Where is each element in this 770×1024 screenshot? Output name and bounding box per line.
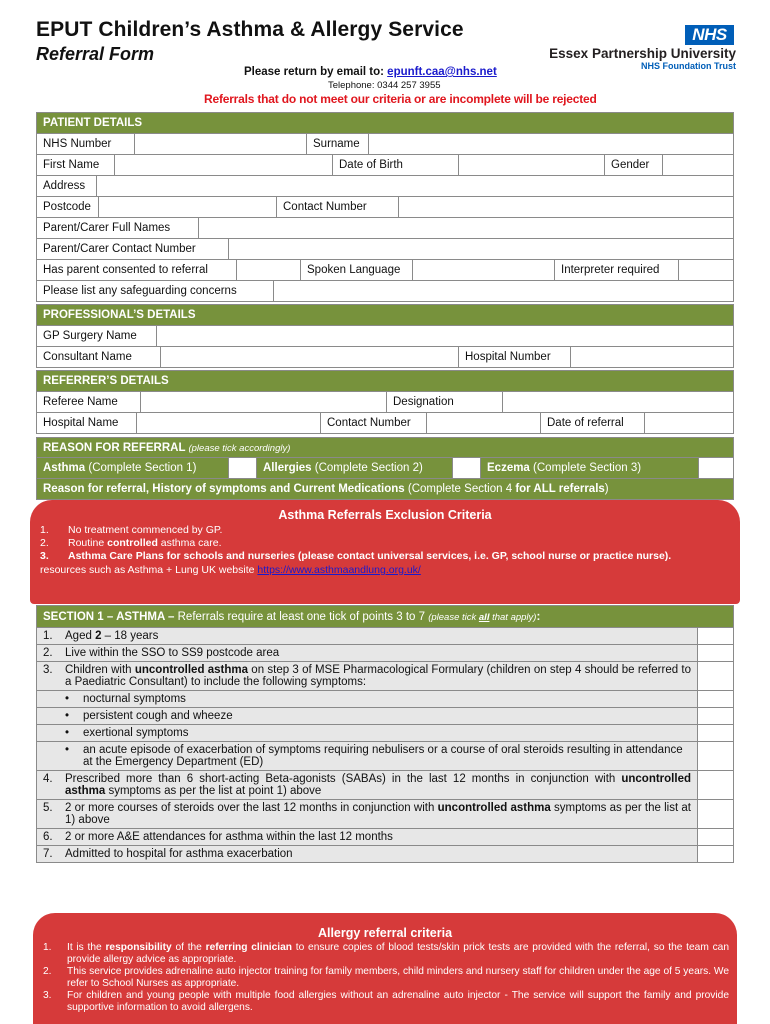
criteria-row [37, 800, 734, 829]
reason-heading-text: REASON FOR REFERRAL [43, 442, 186, 454]
organisation-trust: NHS Foundation Trust [641, 61, 736, 71]
criteria-row [37, 662, 734, 691]
exclusion-item-bold: controlled [107, 537, 158, 549]
criteria-bold: 2 [95, 630, 102, 642]
carer-names-field[interactable] [199, 218, 734, 239]
patient-row-safeguarding [36, 280, 734, 302]
section1-asthma-table [36, 605, 734, 863]
eczema-option-title: Eczema [487, 462, 530, 474]
return-prefix: Please return by email to: [244, 66, 384, 78]
criteria-pre: 2 or more courses of steroids over the last 12 months in conjunction with [65, 802, 438, 814]
criteria-pre: Prescribed more than 6 short-acting Beta-agonists (SABAs) in the last 12 months in conjunction with [65, 773, 622, 785]
referrer-row-hospital [36, 412, 734, 434]
criteria-2-tick[interactable] [698, 645, 734, 662]
exclusion-item-number: 1. [40, 524, 49, 536]
asthma-option-note: (Complete Section 1) [88, 462, 197, 474]
criteria-row [37, 645, 734, 662]
patient-details-heading: PATIENT DETAILS [37, 113, 734, 134]
criteria-5-tick[interactable] [698, 800, 734, 829]
gp-surgery-field[interactable] [157, 326, 734, 347]
referee-name-label: Referee Name [37, 392, 141, 413]
patient-row-postcode [36, 196, 734, 218]
telephone-number: Telephone: 0344 257 3955 [328, 80, 441, 91]
section1-heading [37, 606, 734, 628]
allergy-text-b: responsibility [105, 942, 172, 953]
organisation-name: Essex Partnership University [549, 46, 736, 61]
section1-heading-note-a: (please tick [428, 611, 479, 623]
criteria-number: 2. [43, 647, 53, 659]
symptom-text [37, 691, 698, 708]
criteria-content [65, 802, 691, 826]
consultant-label: Consultant Name [37, 347, 161, 368]
reason-row-options [36, 457, 734, 479]
criteria-pre: Aged [65, 630, 96, 642]
criteria-text [37, 662, 698, 691]
section1-heading-note-b: all [478, 611, 490, 623]
carer-contact-field[interactable] [229, 239, 734, 260]
referrer-details-table [36, 370, 734, 392]
criteria-text [37, 829, 698, 846]
allergy-item [43, 990, 729, 1014]
exclusion-item-number: 3. [40, 550, 49, 562]
symptom-content: an acute episode of exacerbation of symptoms requiring nebulisers or a course of oral steroids resulting in attendance at the Emergency Department (ED) [83, 744, 683, 768]
criteria-text [37, 628, 698, 645]
asthma-option-label [37, 458, 229, 479]
contact-number-label: Contact Number [277, 197, 399, 218]
symptom-row [37, 742, 734, 771]
criteria-number: 4. [43, 773, 53, 785]
criteria-post: symptoms as per the list at point 1) above [105, 785, 322, 797]
patient-row-nhs [36, 133, 734, 155]
patient-row-carer-contact [36, 238, 734, 260]
criteria-post: symptoms as per the list at 1) above [65, 802, 691, 826]
date-of-referral-field[interactable] [645, 413, 734, 434]
contact-number-field[interactable] [399, 197, 734, 218]
allergy-item-text: This service provides adrenaline auto injector training for family members, child minders and nursery staff for children under the age of 5 years. We refer to School Nurses as appropriate. [67, 966, 729, 989]
professional-details-heading: PROFESSIONAL’S DETAILS [37, 305, 734, 326]
criteria-content [65, 773, 691, 797]
criteria-3-tick[interactable] [698, 662, 734, 691]
exclusion-item [40, 524, 740, 537]
symptom-text [37, 742, 698, 771]
criteria-content: 2 or more A&E attendances for asthma within the last 12 months [65, 831, 393, 843]
date-of-referral-label: Date of referral [541, 413, 645, 434]
referrer-contact-field[interactable] [427, 413, 541, 434]
allergy-text-e: to ensure copies of blood tests/skin prick tests are provided with the referral, so the team can provide allergy advice as appropriate. [67, 942, 730, 965]
asthma-checkbox[interactable] [229, 458, 257, 479]
eczema-checkbox[interactable] [699, 458, 734, 479]
allergy-title: Allergy referral criteria [317, 926, 453, 940]
allergy-item-text: For children and young people with multiple food allergies without an adrenaline auto injector - The service will support the family and provide supportive information to avoid allergens. [67, 990, 729, 1013]
form-title: EPUT Children’s Asthma & Allergy Service [36, 18, 464, 41]
criteria-content: Live within the SSO to SS9 postcode area [65, 647, 280, 659]
hospital-name-label: Hospital Name [37, 413, 137, 434]
nhs-number-field[interactable] [135, 134, 307, 155]
allergy-item-number: 3. [43, 990, 52, 1001]
exclusion-item-number: 2. [40, 537, 49, 549]
interpreter-field[interactable] [679, 260, 734, 281]
reason-table [36, 437, 734, 459]
section1-heading-note-c: that apply) [489, 611, 537, 623]
allergies-checkbox[interactable] [453, 458, 481, 479]
exclusion-item-post: asthma care. [157, 537, 222, 549]
criteria-pre: Children with [65, 664, 135, 676]
section1-heading-colon: : [536, 610, 541, 623]
exclusion-item-pre: Routine [68, 537, 108, 549]
history-label [37, 479, 734, 500]
bullet-icon: • [65, 727, 70, 739]
allergy-item-number: 1. [43, 942, 52, 953]
gender-field[interactable] [663, 155, 734, 176]
criteria-bold: uncontrolled asthma [65, 773, 691, 797]
allergies-option-title: Allergies [263, 462, 312, 474]
referrer-details-heading: REFERRER’S DETAILS [37, 371, 734, 392]
designation-field[interactable] [503, 392, 734, 413]
asthma-lung-link[interactable]: https://www.asthmaandlung.org.uk/ [257, 564, 421, 576]
hospital-number-label: Hospital Number [459, 347, 571, 368]
symptom-content: exertional symptoms [83, 727, 189, 739]
criteria-number: 6. [43, 831, 53, 843]
referrer-row-name [36, 391, 734, 413]
symptom-text [37, 708, 698, 725]
symptom-1-tick[interactable] [698, 691, 734, 708]
exclusion-item [40, 550, 740, 563]
eczema-option-note: (Complete Section 3) [533, 462, 642, 474]
address-label: Address [37, 176, 97, 197]
history-note-close: ) [604, 483, 609, 495]
patient-row-consent [36, 259, 734, 281]
allergy-item [43, 942, 729, 966]
patient-row-name [36, 154, 734, 176]
criteria-text [37, 645, 698, 662]
history-title: Reason for referral, History of symptoms and Current Medications [43, 483, 405, 495]
bullet-icon: • [65, 710, 70, 722]
referrer-contact-label: Contact Number [321, 413, 427, 434]
criteria-content: Admitted to hospital for asthma exacerbation [65, 848, 293, 860]
exclusion-list [30, 522, 740, 563]
allergy-item-number: 2. [43, 966, 52, 977]
surname-label: Surname [307, 134, 369, 155]
criteria-row [37, 771, 734, 800]
safeguarding-label: Please list any safeguarding concerns [37, 281, 274, 302]
exclusion-item-text: No treatment commenced by GP. [68, 524, 223, 536]
criteria-post: on step 3 of MSE Pharmacological Formulary (children on step 4 should be referred to a Paediatric Consultant) to include the following symptoms: [65, 664, 691, 688]
criteria-7-tick[interactable] [698, 846, 734, 863]
language-field[interactable] [413, 260, 555, 281]
rejection-notice: Referrals that do not meet our criteria or are incomplete will be rejected [204, 92, 597, 106]
consultant-field[interactable] [161, 347, 459, 368]
exclusion-title: Asthma Referrals Exclusion Criteria [278, 508, 492, 522]
symptom-content: nocturnal symptoms [83, 693, 186, 705]
symptom-2-tick[interactable] [698, 708, 734, 725]
criteria-number: 1. [43, 630, 53, 642]
nhs-number-label: NHS Number [37, 134, 135, 155]
symptom-row [37, 725, 734, 742]
symptom-3-tick[interactable] [698, 725, 734, 742]
symptom-row [37, 708, 734, 725]
surname-field[interactable] [369, 134, 734, 155]
criteria-number: 7. [43, 848, 53, 860]
symptom-content: persistent cough and wheeze [83, 710, 233, 722]
professional-row-consultant [36, 346, 734, 368]
criteria-1-tick[interactable] [698, 628, 734, 645]
referee-name-field[interactable] [141, 392, 387, 413]
exclusion-item [40, 537, 740, 550]
patient-row-address [36, 175, 734, 197]
criteria-6-tick[interactable] [698, 829, 734, 846]
form-header [36, 18, 736, 108]
bullet-icon: • [65, 693, 70, 705]
criteria-content [65, 630, 691, 642]
bullet-icon: • [65, 744, 70, 756]
symptom-text [37, 725, 698, 742]
hospital-name-field[interactable] [137, 413, 321, 434]
criteria-text [37, 846, 698, 863]
patient-details-table [36, 112, 734, 134]
gp-surgery-label: GP Surgery Name [37, 326, 157, 347]
form-subtitle: Referral Form [36, 44, 155, 64]
allergies-option-label [257, 458, 453, 479]
nhs-logo: NHS [685, 25, 734, 45]
criteria-post: – 18 years [101, 630, 159, 642]
symptom-row [37, 691, 734, 708]
address-field[interactable] [97, 176, 734, 197]
allergy-referral-criteria [33, 913, 737, 1024]
dob-field[interactable] [459, 155, 605, 176]
exclusion-footer-text: resources such as Asthma + Lung UK website [40, 564, 255, 576]
allergy-item [43, 966, 729, 990]
patient-row-carer-names [36, 217, 734, 239]
return-email-link[interactable]: epunft.caa@nhs.net [387, 66, 497, 78]
criteria-content [65, 664, 691, 688]
return-instruction [244, 66, 497, 78]
consent-field[interactable] [237, 260, 301, 281]
carer-names-label: Parent/Carer Full Names [37, 218, 199, 239]
section1-heading-title: SECTION 1 – ASTHMA – [43, 610, 175, 623]
criteria-row [37, 829, 734, 846]
allergy-text-c: of the [171, 942, 206, 953]
professional-details-table [36, 304, 734, 326]
reason-heading-note: (please tick accordingly) [188, 443, 291, 454]
allergy-list [33, 940, 737, 1014]
exclusion-footer [30, 564, 740, 576]
first-name-label: First Name [37, 155, 115, 176]
gender-label: Gender [605, 155, 663, 176]
safeguarding-field[interactable] [274, 281, 734, 302]
criteria-row [37, 628, 734, 645]
postcode-field[interactable] [99, 197, 277, 218]
asthma-exclusion-criteria [30, 500, 740, 604]
exclusion-item-text: Asthma Care Plans for schools and nurseries (please contact universal services, i.e. GP, school nurse or practice nurse). [68, 550, 672, 562]
asthma-option-title: Asthma [43, 462, 86, 474]
criteria-number: 3. [43, 664, 53, 676]
language-label: Spoken Language [301, 260, 413, 281]
eczema-option-label [481, 458, 699, 479]
criteria-number: 5. [43, 802, 53, 814]
carer-contact-label: Parent/Carer Contact Number [37, 239, 229, 260]
dob-label: Date of Birth [333, 155, 459, 176]
criteria-text [37, 771, 698, 800]
allergy-text-d: referring clinician [205, 942, 293, 953]
allergy-text-a: It is the [67, 942, 106, 953]
hospital-number-field[interactable] [571, 347, 734, 368]
postcode-label: Postcode [37, 197, 99, 218]
consent-label: Has parent consented to referral [37, 260, 237, 281]
symptom-4-tick[interactable] [698, 742, 734, 771]
criteria-bold: uncontrolled asthma [134, 664, 249, 676]
professional-row-gp [36, 325, 734, 347]
criteria-row [37, 846, 734, 863]
reason-heading [37, 438, 734, 459]
section1-heading-rest: Referrals require at least one tick of points 3 to 7 [174, 610, 429, 623]
interpreter-label: Interpreter required [555, 260, 679, 281]
first-name-field[interactable] [115, 155, 333, 176]
history-note: (Complete Section 4 [407, 483, 513, 495]
allergy-item-text [67, 942, 729, 966]
criteria-bold: uncontrolled asthma [437, 802, 551, 814]
reason-row-history [36, 478, 734, 500]
criteria-4-tick[interactable] [698, 771, 734, 800]
allergies-option-note: (Complete Section 2) [314, 462, 423, 474]
designation-label: Designation [387, 392, 503, 413]
history-note-bold: for ALL referrals [515, 483, 605, 495]
criteria-text [37, 800, 698, 829]
